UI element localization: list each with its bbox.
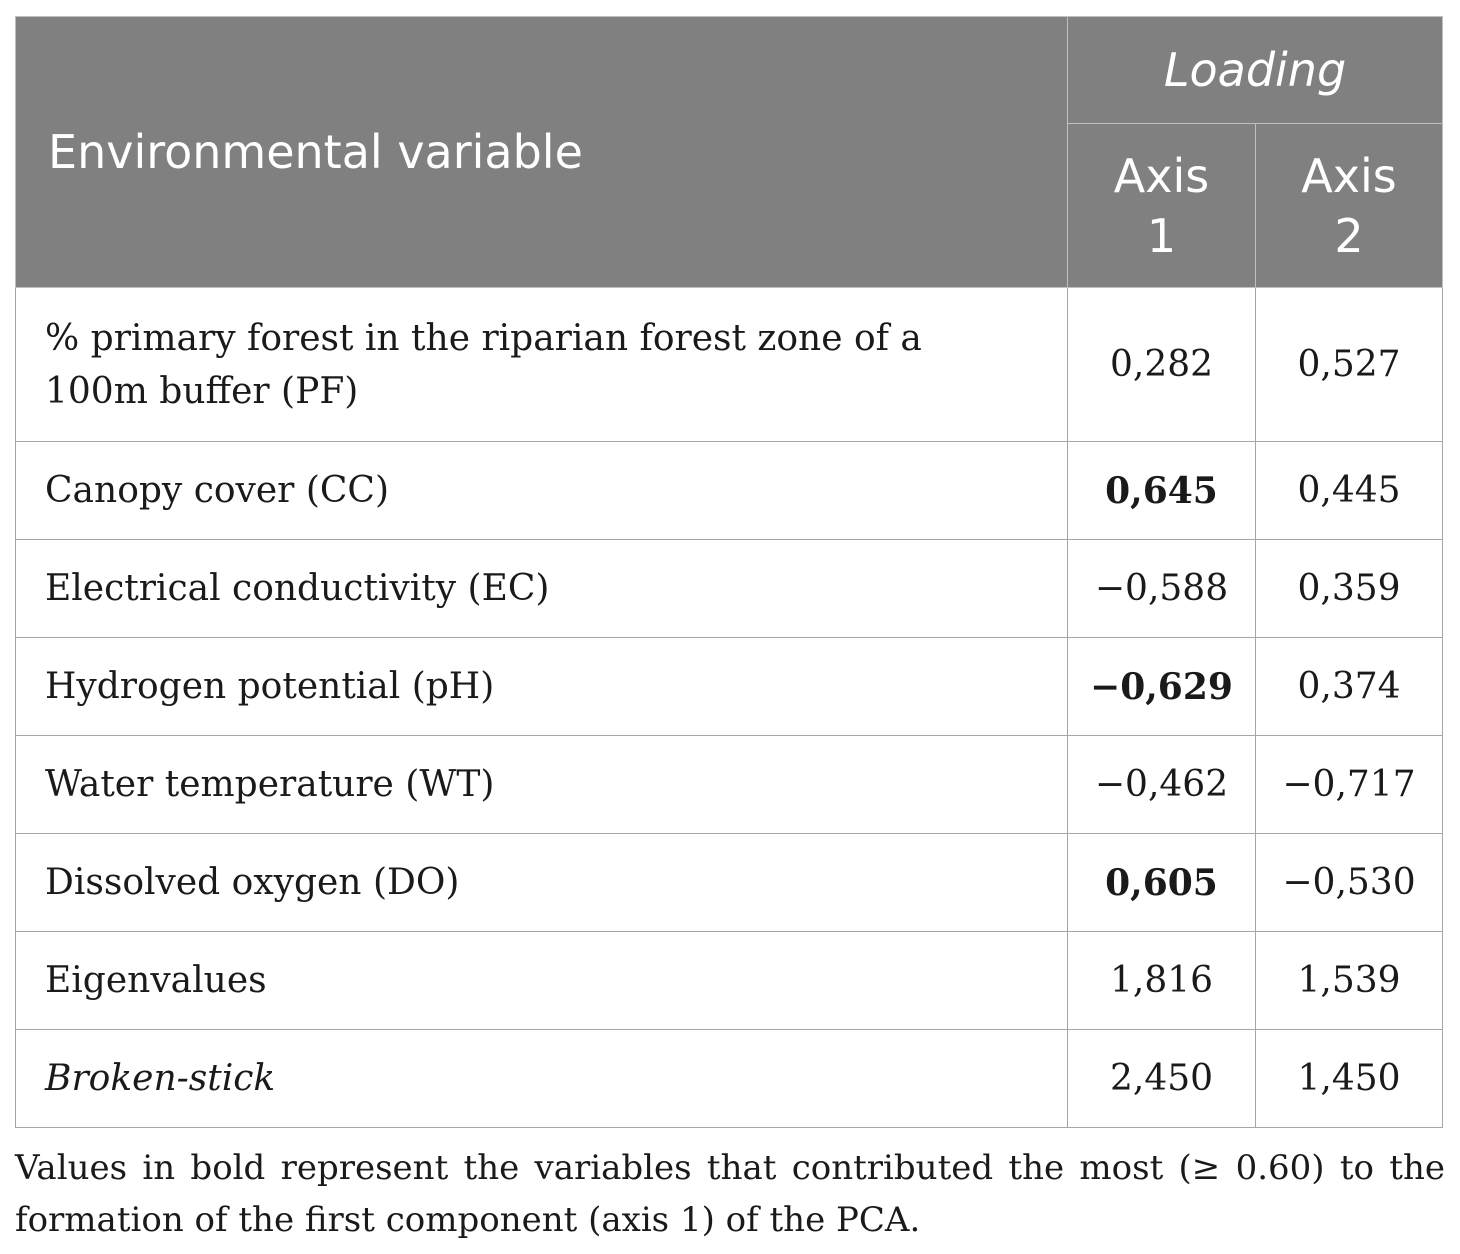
pca-loadings-table xyxy=(15,16,1443,1128)
variable-cell: Water temperature (WT) xyxy=(16,736,1068,834)
table-row xyxy=(16,638,1443,736)
axis1-cell: 2,450 xyxy=(1068,1030,1256,1128)
variable-cell: Broken-stick xyxy=(16,1030,1068,1128)
axis2-cell: 0,527 xyxy=(1256,288,1443,442)
variable-cell: Electrical conductivity (EC) xyxy=(16,540,1068,638)
table-row xyxy=(16,932,1443,1030)
header-environmental-variable: Environmental variable xyxy=(16,17,1068,288)
axis2-cell: 0,374 xyxy=(1256,638,1443,736)
axis2-cell: 0,359 xyxy=(1256,540,1443,638)
variable-cell: % primary forest in the riparian forest zone of a 100m buffer (PF) xyxy=(16,288,1068,442)
axis1-cell: −0,588 xyxy=(1068,540,1256,638)
axis2-cell: 1,450 xyxy=(1256,1030,1443,1128)
axis1-cell: −0,629 xyxy=(1068,638,1256,736)
header-loading: Loading xyxy=(1068,17,1443,124)
table-footnote: Values in bold represent the variables that contributed the most (≥ 0.60) to the formation of the first component (axis 1) of the PCA. xyxy=(15,1148,1445,1240)
axis2-cell: 0,445 xyxy=(1256,442,1443,540)
table-row xyxy=(16,736,1443,834)
table-header xyxy=(16,17,1443,288)
variable-cell: Canopy cover (CC) xyxy=(16,442,1068,540)
table-row xyxy=(16,834,1443,932)
header-axis-2-label: Axis 2 xyxy=(1301,148,1397,263)
axis2-cell: 1,539 xyxy=(1256,932,1443,1030)
axis2-cell: −0,717 xyxy=(1256,736,1443,834)
axis1-cell: 0,605 xyxy=(1068,834,1256,932)
table-row xyxy=(16,1030,1443,1128)
axis1-cell: 1,816 xyxy=(1068,932,1256,1030)
axis1-cell: 0,282 xyxy=(1068,288,1256,442)
variable-cell: Dissolved oxygen (DO) xyxy=(16,834,1068,932)
axis1-cell: −0,462 xyxy=(1068,736,1256,834)
table-row xyxy=(16,540,1443,638)
pca-loadings-table-container xyxy=(15,16,1442,1128)
table-body xyxy=(16,288,1443,1128)
table-row xyxy=(16,288,1443,442)
axis1-cell: 0,645 xyxy=(1068,442,1256,540)
header-axis-2 xyxy=(1256,124,1443,288)
header-axis-1-label: Axis 1 xyxy=(1113,148,1210,263)
variable-cell: Hydrogen potential (pH) xyxy=(16,638,1068,736)
header-axis-1 xyxy=(1068,124,1256,288)
variable-cell: Eigenvalues xyxy=(16,932,1068,1030)
axis2-cell: −0,530 xyxy=(1256,834,1443,932)
table-row xyxy=(16,442,1443,540)
